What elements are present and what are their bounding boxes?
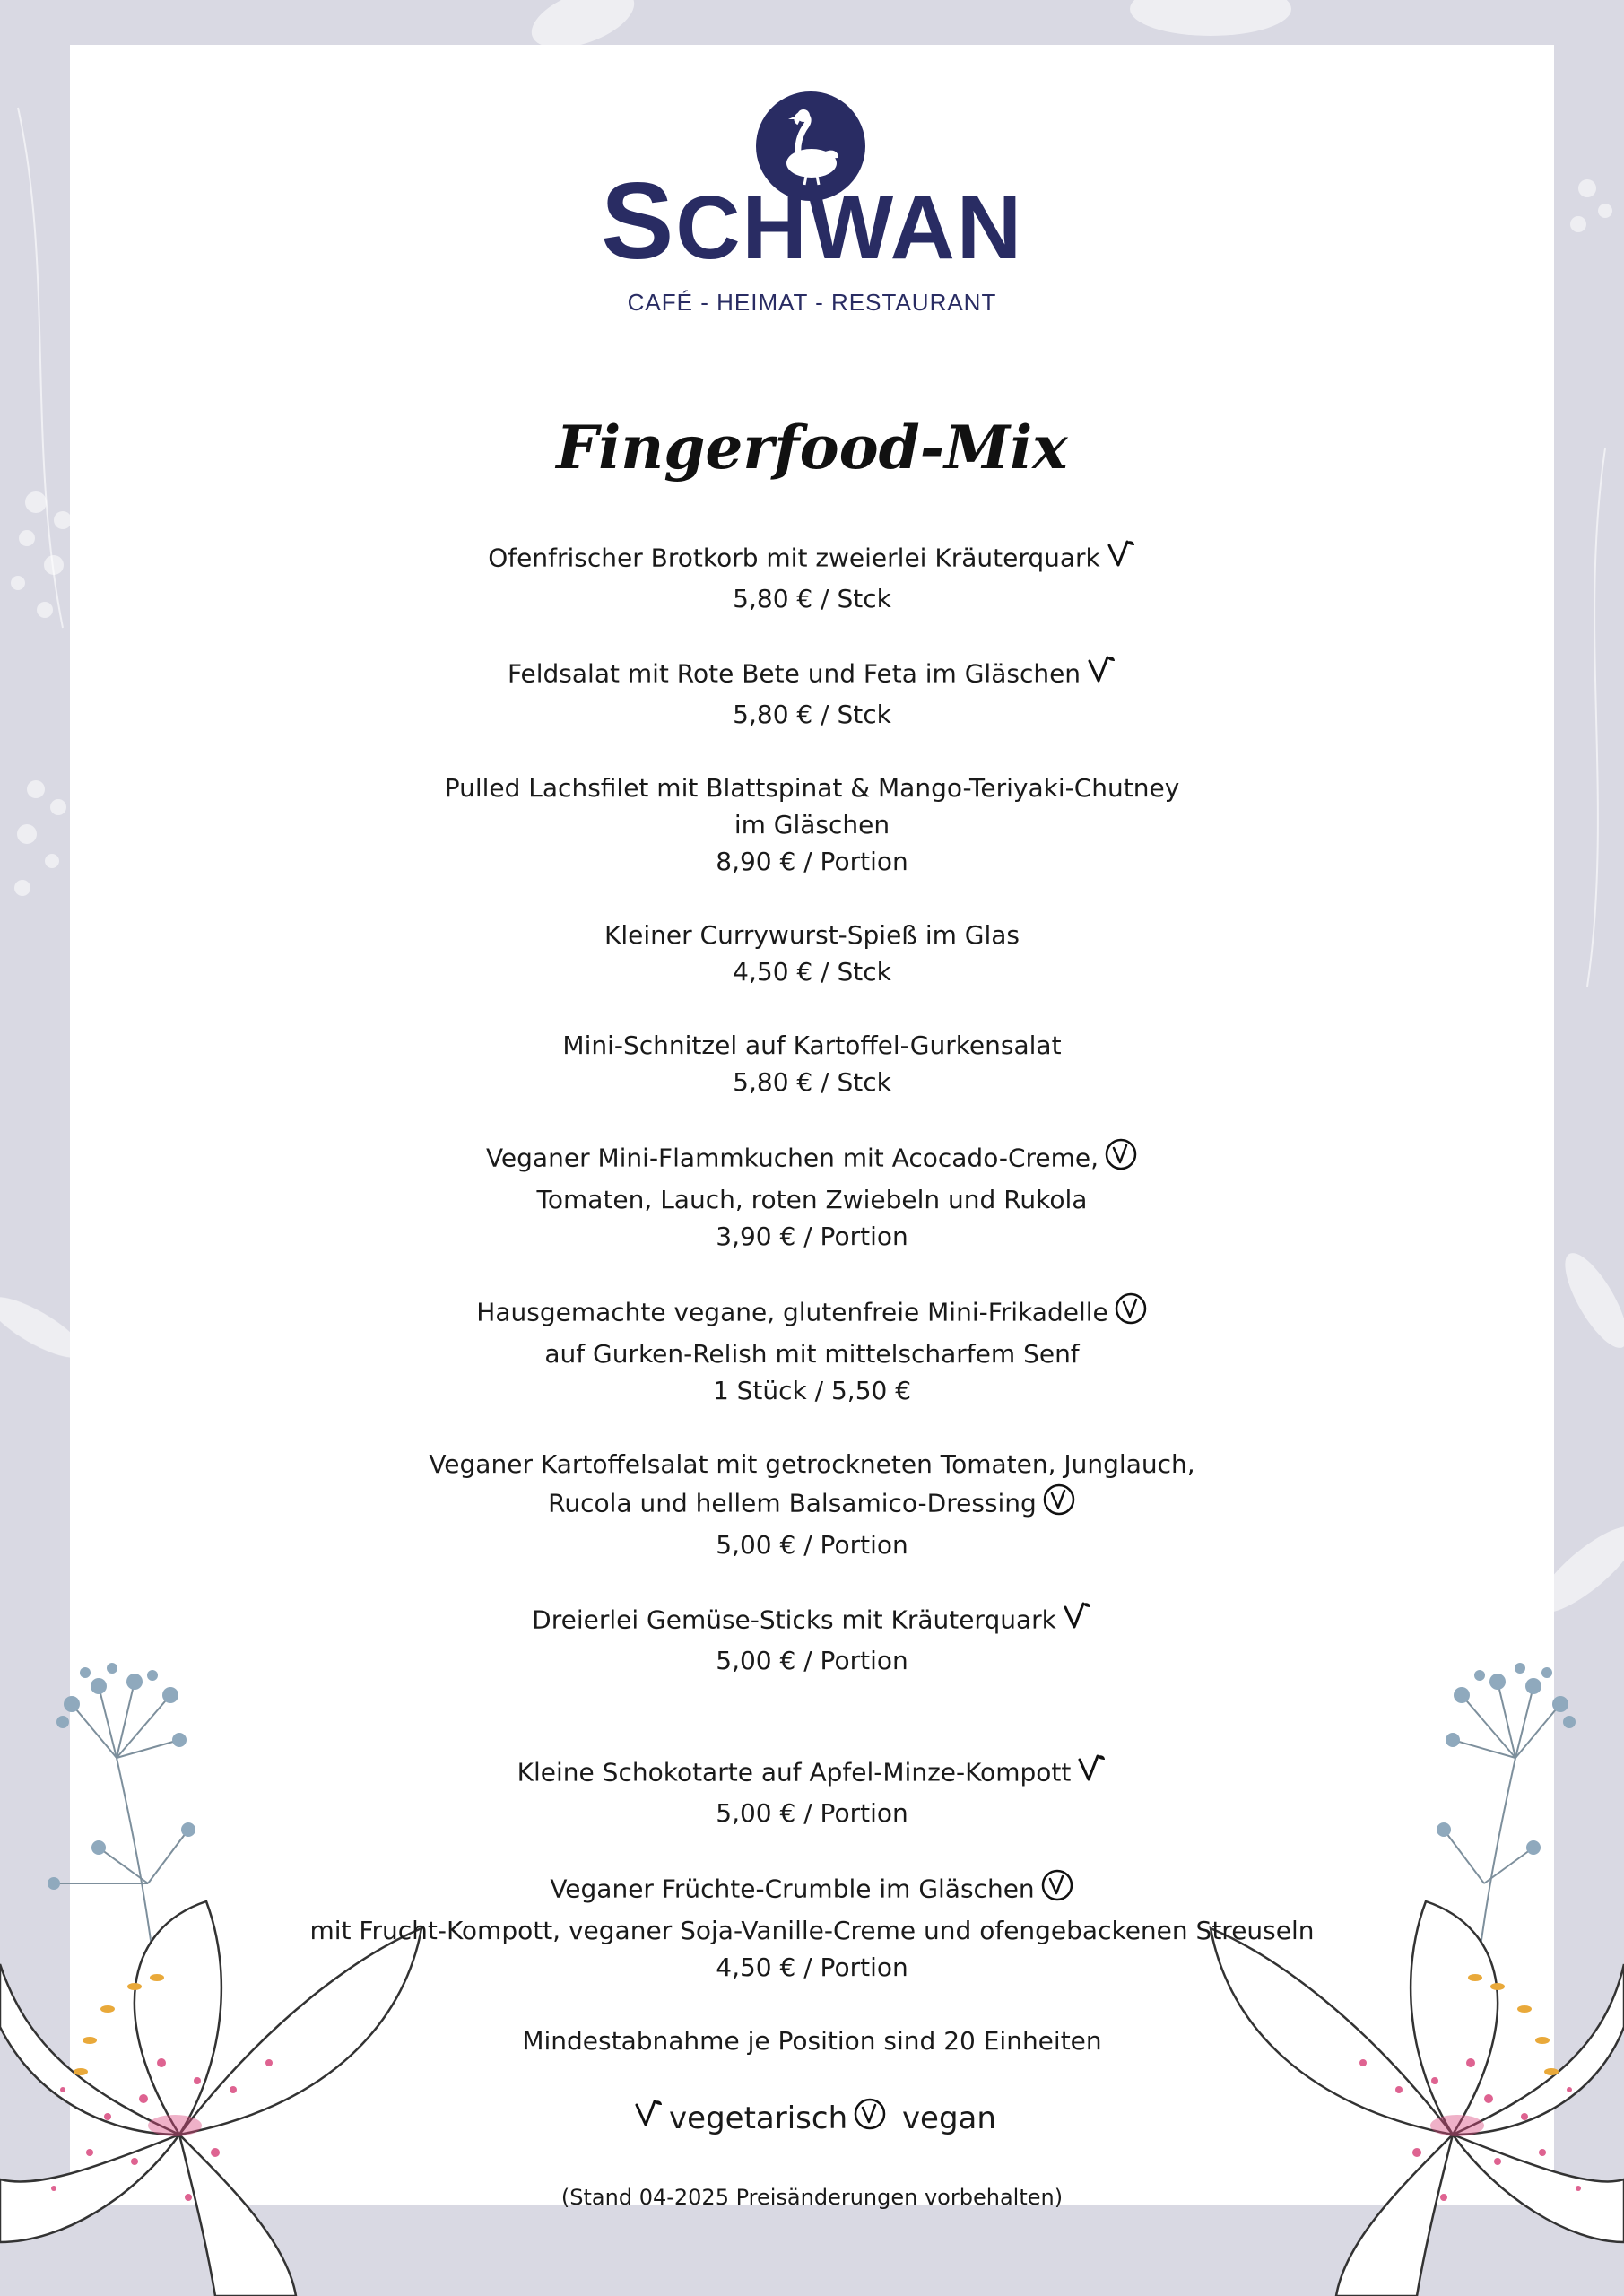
vegetarian-icon — [1086, 654, 1116, 686]
brand-tagline: CAFÉ - HEIMAT - RESTAURANT — [627, 289, 997, 316]
vegetarian-icon — [1062, 1600, 1092, 1632]
menu-item-price: 1 Stück / 5,50 € — [712, 1376, 912, 1405]
menu-item — [0, 917, 1624, 990]
menu-item — [0, 1137, 1624, 1255]
vegetarian-icon — [1106, 538, 1136, 580]
menu-item-text: Hausgemachte vegane, glutenfreie Mini-Frikadelle — [476, 1297, 1108, 1327]
vegan-icon — [1042, 1483, 1076, 1526]
menu-item-description — [0, 1912, 1624, 1949]
vegan-icon — [1104, 1137, 1138, 1181]
menu-item-price: 5,80 € / Stck — [733, 584, 891, 613]
menu-item-price: 5,80 € / Stck — [733, 1067, 891, 1097]
menu-item-text: mit Frucht-Kompott, veganer Soja-Vanille-Creme und ofengebackenen Streuseln — [309, 1916, 1315, 1945]
menu-item-text: Veganer Früchte-Crumble im Gläschen — [550, 1874, 1035, 1904]
menu-item-text: Dreierlei Gemüse-Sticks mit Kräuterquark — [532, 1605, 1056, 1635]
menu-item-price: 5,80 € / Stck — [733, 700, 891, 729]
menu-item-description — [0, 1335, 1624, 1372]
page-title: Fingerfood-Mix — [556, 413, 1068, 483]
menu-item-description — [0, 1181, 1624, 1218]
menu-item-text: Kleine Schokotarte auf Apfel-Minze-Kompott — [517, 1757, 1072, 1787]
menu-item-price: 4,50 € / Stck — [733, 957, 891, 987]
vegan-icon — [1040, 1868, 1074, 1912]
menu-item — [0, 1446, 1624, 1563]
brand-name: SCHWAN — [600, 160, 1024, 282]
menu-item — [0, 1027, 1624, 1100]
legend-vegan: vegan — [901, 2100, 996, 2136]
menu-item-description — [0, 1868, 1624, 1912]
menu-item — [0, 1292, 1624, 1409]
menu-item-description — [0, 1137, 1624, 1181]
menu-item-description — [0, 770, 1624, 806]
menu-item-text: Veganer Kartoffelsalat mit getrockneten Tomaten, Junglauch, — [429, 1449, 1195, 1479]
menu-item-description — [0, 1752, 1624, 1795]
menu-item-description — [0, 1483, 1624, 1526]
menu-item-description — [0, 1600, 1624, 1642]
menu-item-text: Ofenfrischer Brotkorb mit zweierlei Kräuterquark — [488, 543, 1100, 573]
vegan-icon — [853, 2097, 887, 2144]
menu-item-text: Feldsalat mit Rote Bete und Feta im Gläschen — [507, 658, 1081, 689]
menu-item-description — [0, 1292, 1624, 1335]
menu-item-price: 8,90 € / Portion — [716, 847, 908, 876]
vegetarian-icon — [1076, 1752, 1107, 1785]
menu-item-text: auf Gurken-Relish mit mittelscharfem Senf — [544, 1339, 1080, 1369]
menu-item-text: Tomaten, Lauch, roten Zwiebeln und Rukola — [536, 1185, 1088, 1214]
vegetarian-icon — [1086, 654, 1116, 696]
menu-list — [0, 538, 1624, 2213]
vegan-icon — [1114, 1292, 1148, 1326]
menu-item-price: 4,50 € / Portion — [716, 1952, 908, 1982]
menu-item-text: Rucola und hellem Balsamico-Dressing — [548, 1488, 1037, 1518]
menu-item — [0, 1752, 1624, 1831]
menu-item-text: Pulled Lachsfilet mit Blattspinat & Mango-Teriyaki-Chutney — [444, 773, 1180, 803]
vegan-icon — [1114, 1292, 1148, 1335]
minimum-order-note: Mindestabnahme je Position sind 20 Einheiten — [522, 2026, 1102, 2056]
menu-item — [0, 770, 1624, 880]
vegetarian-icon — [1076, 1752, 1107, 1795]
vegan-icon — [1104, 1137, 1138, 1171]
vegetarian-icon — [1062, 1600, 1092, 1642]
price-disclaimer: (Stand 04-2025 Preisänderungen vorbehalten) — [560, 2184, 1064, 2210]
legend-vegetarian: vegetarisch — [669, 2100, 848, 2136]
menu-item-description — [0, 1446, 1624, 1483]
menu-item-description — [0, 654, 1624, 696]
menu-item-text: Veganer Mini-Flammkuchen mit Acocado-Creme, — [485, 1143, 1099, 1173]
vegetarian-icon — [1106, 538, 1136, 570]
menu-item-price: 5,00 € / Portion — [716, 1530, 908, 1560]
menu-item-text: Kleiner Currywurst-Spieß im Glas — [604, 920, 1020, 950]
menu-item-description — [0, 806, 1624, 843]
vegan-icon — [1040, 1868, 1074, 1902]
menu-item — [0, 1868, 1624, 1986]
menu-item — [0, 1600, 1624, 1679]
menu-item-description — [0, 1027, 1624, 1064]
menu-item-price: 5,00 € / Portion — [716, 1646, 908, 1675]
menu-item-price: 5,00 € / Portion — [716, 1798, 908, 1828]
menu-item-description — [0, 538, 1624, 580]
menu-item-price: 3,90 € / Portion — [716, 1222, 908, 1251]
vegan-icon — [853, 2097, 887, 2131]
menu-item-text: im Gläschen — [734, 810, 890, 839]
vegan-icon — [1042, 1483, 1076, 1517]
menu-item — [0, 538, 1624, 617]
diet-legend — [0, 2096, 1624, 2144]
vegetarian-icon — [633, 2098, 664, 2143]
menu-item-text: Mini-Schnitzel auf Kartoffel-Gurkensalat — [562, 1031, 1062, 1060]
menu-item-description — [0, 917, 1624, 953]
menu-item — [0, 654, 1624, 733]
vegetarian-icon — [633, 2098, 664, 2130]
